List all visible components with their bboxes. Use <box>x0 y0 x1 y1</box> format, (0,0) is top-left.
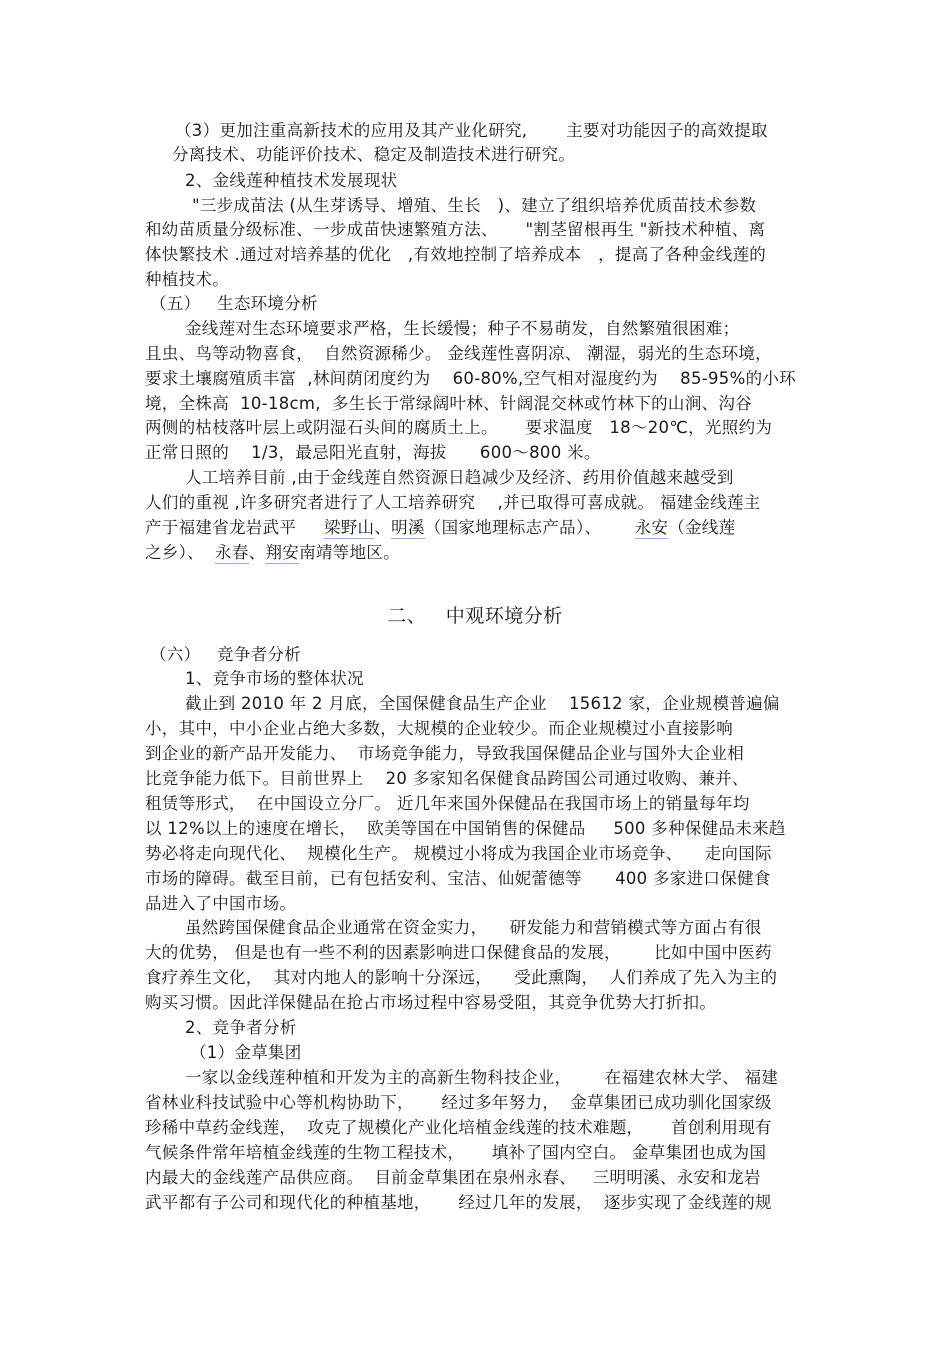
link-yongan[interactable]: 永安 <box>634 518 669 537</box>
paragraph-line: 租赁等形式， 在中国设立分厂。 近几年来国外保健品在我国市场上的销量每年均 <box>145 794 750 813</box>
paragraph-line: 食疗养生文化， 其对内地人的影响十分深远， 受此熏陶， 人们养成了先入为主的 <box>145 968 778 987</box>
section-heading-competitor: （六） 竞争者分析 <box>150 645 302 664</box>
paragraph-line: 虽然跨国保健食品企业通常在资金实力， 研发能力和营销模式等方面占有很 <box>185 918 762 937</box>
subheading: （1）金草集团 <box>190 1043 302 1062</box>
paragraph-line: 省林业科技试验中心等机构协助下， 经过多年努力， 金草集团已成功驯化国家级 <box>145 1093 772 1112</box>
paragraph-line: "三步成苗法 (从生芽诱导、增殖、生长 )、建立了组织培养优质苗技术参数 <box>192 196 757 215</box>
paragraph-line: 市场的障碍。截至目前，已有包括安利、宝洁、仙妮蕾德等 400 多家进口保健食 <box>145 869 771 888</box>
paragraph-line: （3）更加注重高新技术的应用及其产业化研究, 主要对功能因子的高效提取 <box>175 121 768 140</box>
paragraph-line-with-links <box>145 518 735 538</box>
paragraph-line: 人们的重视 ,许多研究者进行了人工培养研究 ,并已取得可喜成就。 福建金线莲主 <box>145 493 761 512</box>
paragraph-line: 一家以金线莲种植和开发为主的高新生物科技企业， 在福建农林大学、 福建 <box>185 1068 779 1087</box>
paragraph-line: 正常日照的 1/3，最忌阳光直射，海拔 600～800 米。 <box>145 443 601 462</box>
text-segment: 、 <box>374 518 392 537</box>
link-liangyeshan[interactable]: 梁野山 <box>323 518 375 537</box>
paragraph-line: 小，其中，中小企业占绝大多数，大规模的企业较少。而企业规模过小直接影响 <box>145 719 733 738</box>
text-segment: 之乡）、 <box>145 543 216 562</box>
paragraph-line-with-links <box>145 543 400 563</box>
paragraph-line: 品进入了中国市场。 <box>145 894 297 913</box>
paragraph-line: 人工培养目前 ,由于金线莲自然资源日趋减少及经济、药用价值越来越受到 <box>185 468 734 487</box>
subheading: 2、竞争者分析 <box>185 1018 297 1037</box>
paragraph-line: 珍稀中草药金线莲， 攻克了规模化产业化培植金线莲的技术难题， 首创利用现有 <box>145 1118 772 1137</box>
text-segment: 南靖等地区。 <box>299 543 400 562</box>
paragraph-line: 种植技术。 <box>145 270 229 289</box>
paragraph-line: 体快繁技术 .通过对培养基的优化 ,有效地控制了培养成本 ，提高了各种金线莲的 <box>145 245 767 264</box>
paragraph-line: 势必将走向现代化、 规模化生产。 规模过小将成为我国企业市场竞争、 走向国际 <box>145 844 772 863</box>
paragraph-line: 气候条件常年培植金线莲的生物工程技术， 填补了国内空白。 金草集团也成为国 <box>145 1143 767 1162</box>
paragraph-line: 截止到 2010 年 2 月底，全国保健食品生产企业 15612 家，企业规模普遍偏 <box>185 694 780 713</box>
link-yongchun[interactable]: 永春 <box>215 543 249 562</box>
subheading: 1、竞争市场的整体状况 <box>185 669 364 688</box>
paragraph-line: 要求土壤腐殖质丰富 ,林间荫闭度约为 60-80%,空气相对湿度约为 85-95%的小环 <box>145 369 796 388</box>
text-segment: 、 <box>248 543 266 562</box>
paragraph-line: 以 12%以上的速度在增长， 欧美等国在中国销售的保健品 500 多种保健品未来趋 <box>145 819 786 838</box>
text-segment: （金线莲 <box>668 518 736 537</box>
paragraph-line: 大的优势， 但是也有一些不利的因素影响进口保健食品的发展， 比如中国中医药 <box>145 943 772 962</box>
text-segment: 产于福建省龙岩武平 <box>145 518 324 537</box>
paragraph-line: 且虫、鸟等动物喜食， 自然资源稀少。 金线莲性喜阴凉、 潮湿，弱光的生态环境， <box>145 344 772 363</box>
paragraph-line: 境，全株高 10-18cm, 多生长于常绿阔叶林、针阔混交林或竹林下的山涧、沟谷 <box>145 394 752 413</box>
section-heading-meso: 二、 中观环境分析 <box>387 605 563 627</box>
paragraph-line: 和幼苗质量分级标准、一步成苗快速繁殖方法、 "割茎留根再生 "新技术种植、离 <box>145 220 766 239</box>
text-segment: （国家地理标志产品）、 <box>424 518 635 537</box>
paragraph-line: 分离技术、功能评价技术、稳定及制造技术进行研究。 <box>172 145 576 164</box>
link-xiangan[interactable]: 翔安 <box>265 543 300 562</box>
paragraph-line: 武平都有子公司和现代化的种植基地， 经过几年的发展， 逐步实现了金线莲的规 <box>145 1193 772 1212</box>
section-heading-ecology: （五） 生态环境分析 <box>150 294 318 313</box>
paragraph-line: 比竞争能力低下。目前世界上 20 多家知名保健食品跨国公司通过收购、兼并、 <box>145 769 749 788</box>
paragraph-line: 内最大的金线莲产品供应商。 目前金草集团在泉州永春、 三明明溪、永安和龙岩 <box>145 1168 761 1187</box>
paragraph-line: 两侧的枯枝落叶层上或阴湿石头间的腐质土上。 要求温度 18～20℃，光照约为 <box>145 418 773 437</box>
paragraph-line: 购买习惯。因此洋保健品在抢占市场过程中容易受阻，其竞争优势大打折扣。 <box>145 993 717 1012</box>
subheading: 2、金线莲种植技术发展现状 <box>185 171 398 190</box>
paragraph-line: 金线莲对生态环境要求严格，生长缓慢；种子不易萌发，自然繁殖很困难； <box>185 319 740 338</box>
link-mingxi[interactable]: 明溪 <box>391 518 425 537</box>
paragraph-line: 到企业的新产品开发能力、 市场竞争能力，导致我国保健品企业与国外大企业相 <box>145 744 745 763</box>
